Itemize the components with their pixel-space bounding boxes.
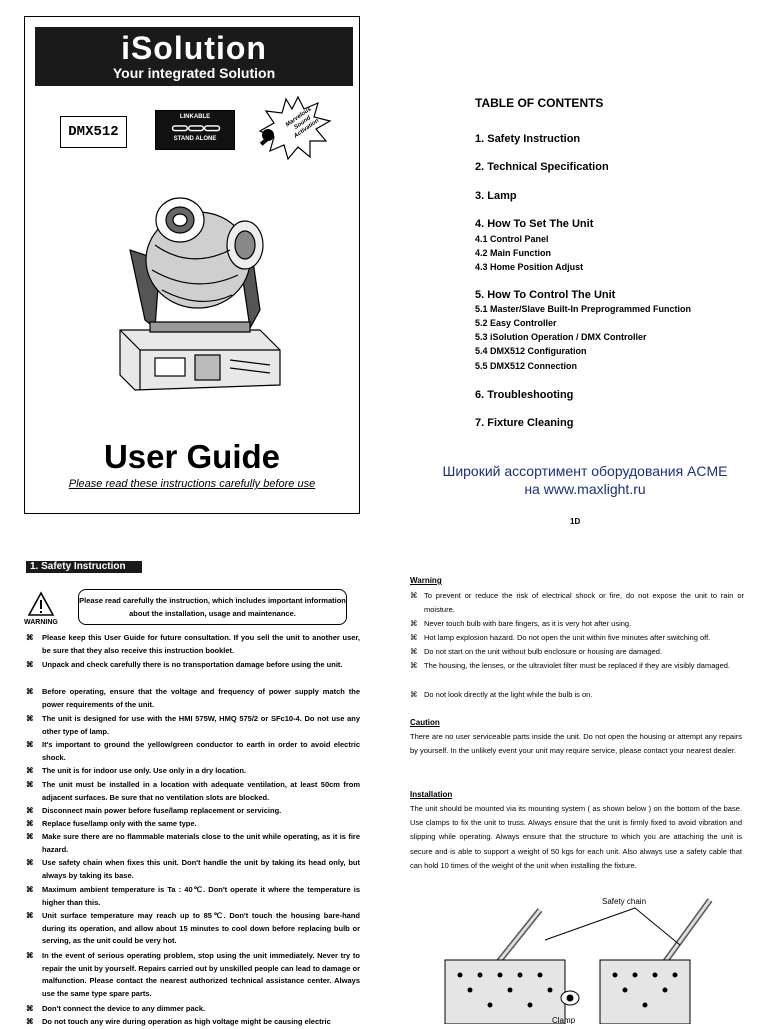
standalone-label: STAND ALONE: [173, 136, 217, 142]
brand-name: iSolution: [121, 30, 267, 66]
list-item: ⌘ In the event of serious operating problem, stop using the unit immediately. Never try to repair the unit by yourself. Repairs carried out by unskilled people can lead to damage or malfunction. Please contact the nearest authorized technical assistance center. Always use the same type spare parts.: [26, 951, 360, 998]
warning-heading: Warning: [410, 576, 442, 585]
installation-diagram: [430, 890, 740, 1024]
toc-subitem[interactable]: 4.3 Home Position Adjust: [475, 262, 584, 272]
list-item: ⌘ Never touch bulb with bare fingers, as it is very hot after using.: [410, 619, 632, 628]
list-item: ⌘ Don't connect the device to any dimmer pack.: [26, 1004, 206, 1013]
toc-subitem[interactable]: 5.4 DMX512 Configuration: [475, 346, 587, 356]
cover-title: User Guide: [103, 438, 281, 475]
toc-subitem[interactable]: 4.1 Control Panel: [475, 234, 549, 244]
promo-line-1: Широкий ассортимент оборудования ACME: [442, 463, 728, 479]
list-item: ⌘ To prevent or reduce the risk of electrical shock or fire, do not expose the unit to rain or moisture.: [410, 591, 744, 614]
toc-item[interactable]: 3. Lamp: [475, 190, 517, 202]
chain-icon: ⊂⊃⊂⊃⊂⊃: [170, 121, 220, 135]
sound-activation-badge: [252, 95, 332, 165]
list-item: ⌘ Maximum ambient temperature is Ta : 40℃. Don't operate it where the temperature is higher than this.: [26, 885, 360, 907]
sound-activation-text: Marvelous Sound Activation: [284, 106, 321, 140]
toc-subitem[interactable]: 5.1 Master/Slave Built-In Preprogrammed Function: [475, 304, 692, 314]
moving-head-illustration: [110, 190, 290, 395]
list-item: ⌘ Please keep this User Guide for future consultation. If you sell the unit to another user, be sure that they also receive this instruction booklet.: [26, 633, 360, 655]
dmx512-badge: DMX512: [60, 116, 127, 148]
list-item: ⌘ Unpack and check carefully there is no transportation damage before using the unit.: [26, 660, 343, 669]
list-item: ⌘ Do not look directly at the light while the bulb is on.: [410, 690, 593, 699]
list-item: ⌘ Do not touch any wire during operation as high voltage might be causing electric: [26, 1017, 331, 1026]
section-heading-safety: 1. Safety Instruction: [26, 561, 142, 573]
installation-heading: Installation: [410, 790, 453, 799]
list-item: ⌘ Disconnect main power before fuse/lamp replacement or servicing.: [26, 806, 282, 815]
toc-item[interactable]: 4. How To Set The Unit: [475, 218, 594, 230]
list-item: ⌘ Hot lamp explosion hazard. Do not open the unit within five minutes after switching off.: [410, 633, 711, 642]
list-item: ⌘ Use safety chain when fixes this unit. Don't handle the unit by taking its head only, but always by taking its base.: [26, 858, 360, 880]
caution-heading: Caution: [410, 718, 440, 727]
toc-item[interactable]: 6. Troubleshooting: [475, 389, 574, 401]
toc-item[interactable]: 7. Fixture Cleaning: [475, 417, 574, 429]
list-item: ⌘ It's important to ground the yellow/green conductor to earth in order to avoid electric shock.: [26, 740, 360, 762]
linkable-badge: [155, 110, 235, 150]
toc-item[interactable]: 1. Safety Instruction: [475, 133, 581, 145]
list-item: ⌘ Before operating, ensure that the voltage and frequency of power supply match the power requirements of the unit.: [26, 687, 360, 709]
linkable-label: LINKABLE: [179, 114, 211, 120]
toc-subitem[interactable]: 4.2 Main Function: [475, 248, 552, 258]
promo-text: [400, 462, 768, 498]
toc-item[interactable]: 2. Technical Specification: [475, 161, 609, 173]
list-item: ⌘ The housing, the lenses, or the ultraviolet filter must be replaced if they are visibly damaged.: [410, 661, 730, 670]
list-item: ⌘ The unit must be installed in a location with adequate ventilation, at least 50cm from adjacent surfaces. Be sure that no ventilation slots are blocked.: [26, 780, 360, 802]
warning-label: WARNING: [24, 619, 58, 626]
cover-subtitle: Please read these instructions carefully before use: [68, 478, 316, 490]
list-item: ⌘ Do not start on the unit without bulb enclosure or housing are damaged.: [410, 647, 663, 656]
brand-tagline: Your integrated Solution: [112, 65, 276, 81]
promo-link[interactable]: на www.maxlight.ru: [524, 481, 646, 497]
installation-text: The unit should be mounted via its mounting system ( as shown below ) on the bottom of the base. Use clamps to fix the unit to truss. Always ensure that the unit is firmly fixed to avoid vibration and slipping while operating. Always ensure that the structure to which you are attaching the unit is secure and is able to support a weight of 50 kgs for each unit. Also always use a safety cable that can hold 10 times of the weight of the unit when installing the fixture.: [410, 804, 742, 870]
label-clamp: Clamp: [552, 1016, 576, 1024]
page-id: 1D: [570, 517, 581, 526]
list-item: ⌘ Replace fuse/lamp only with the same type.: [26, 819, 197, 828]
caution-text: There are no user serviceable parts inside the unit. Do not open the housing or attempt any repairs by yourself. In the unlikely event your unit may require service, please contact your nearest dealer.: [410, 732, 742, 756]
toc-subitem[interactable]: 5.5 DMX512 Connection: [475, 361, 578, 371]
list-item: ⌘ The unit is for indoor use only. Use only in a dry location.: [26, 766, 247, 775]
warning-triangle-icon: [27, 591, 55, 617]
toc-item[interactable]: 5. How To Control The Unit: [475, 289, 616, 301]
toc-subitem[interactable]: 5.2 Easy Controller: [475, 318, 557, 328]
label-safety-chain: Safety chain: [602, 897, 647, 906]
list-item: ⌘ The unit is designed for use with the HMI 575W, HMQ 575/2 or SFc10-4. Do not use any other type of lamp.: [26, 714, 360, 736]
list-item: ⌘ Make sure there are no flammable materials close to the unit while operating, as it is fire hazard.: [26, 832, 360, 854]
safety-notice-box: Please read carefully the instruction, which includes important information about the installation, usage and maintenance.: [78, 589, 347, 625]
toc-heading: TABLE OF CONTENTS: [475, 96, 604, 110]
list-item: ⌘ Unit surface temperature may reach up to 85℃. Don't touch the housing bare-hand during its operation, and allow about 15 minutes to cool down before replacing bulb or serving, as the unit could be very hot.: [26, 911, 360, 945]
toc-subitem[interactable]: 5.3 iSolution Operation / DMX Controller: [475, 332, 647, 342]
brand-logo: [35, 27, 353, 86]
